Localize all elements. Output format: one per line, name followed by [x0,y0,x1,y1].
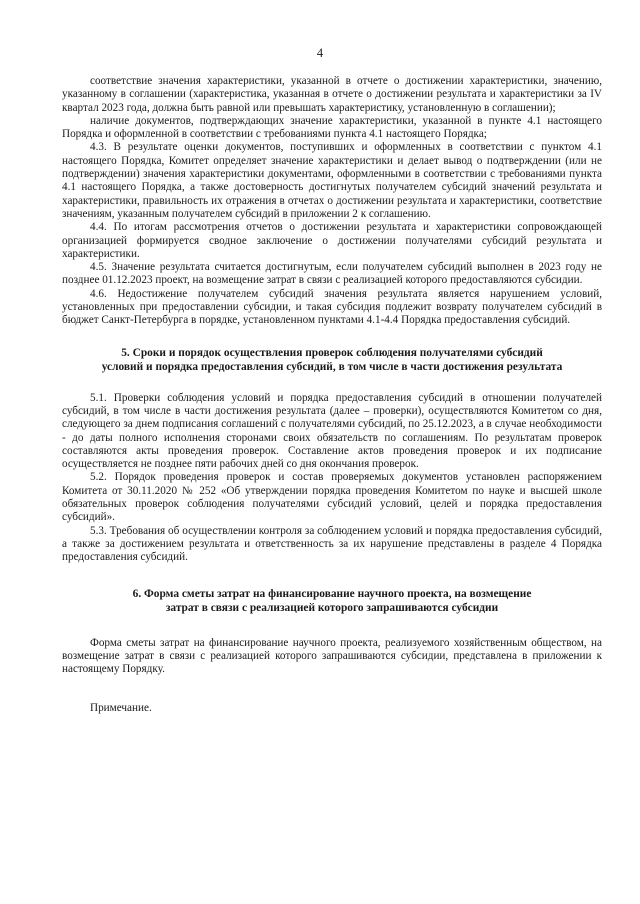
paragraph-4-5: 4.5. Значение результата считается достигнутым, если получателем субсидий выполнен в 2023 году не позднее 01.12.2023 проект, на возмещение затрат в связи с реализацией которого предоставляются субсидии. [62,261,602,287]
section-6-heading-line1: 6. Форма сметы затрат на финансирование научного проекта, на возмещение [132,587,532,600]
paragraph-5-1: 5.1. Проверки соблюдения условий и порядка предоставления субсидий в отношении получателей субсидий, в том числе в части достижения результата (далее – проверки), осуществляются Комитетом со дня, следующего за днем подписания соглашений с получателями субсидий, по 25.12.2023, а в случае необходимости - до даты полного исполнения сторонами своих обязательств по соглашениям. По результатам проверок составляются акты проведения проверок. Составление актов проведения проверок и их подписание осуществляется не позднее пяти рабочих дней со дня окончания проверок. [62,391,602,471]
section-6-heading-line2: затрат в связи с реализацией которого запрашиваются субсидии [165,601,499,614]
paragraph-4-3: 4.3. В результате оценки документов, поступивших и оформленных в соответствии с пунктом 4.1 настоящего Порядка, Комитет определяет значение характеристики и делает вывод о подтверждении (или не подтверждении) значения характеристики документами, оформленными в соответствии с требованиями пункта 4.1 настоящего Порядка, а также достоверность достигнутых получателем субсидий значений результата и характеристики, правильность их отражения в отчетах о достижении результата и характеристики, соответствие значениям, указанным получателем субсидий в приложении 2 к соглашению. [62,141,602,220]
document-body [62,75,602,716]
paragraph-4-4: 4.4. По итогам рассмотрения отчетов о достижении результата и характеристики сопровождающей организацией формируется сводное заключение о достижении получателями субсидий результата и характеристики. [62,221,602,260]
page-number: 4 [316,46,324,60]
paragraph: наличие документов, подтверждающих значение характеристики, указанной в пункте 4.1 настоящего Порядка и оформленной в соответствии с требованиями пункта 4.1 настоящего Порядка; [62,114,602,141]
paragraph: соответствие значения характеристики, указанной в отчете о достижении характеристики, значению, указанному в соглашении (характеристика, указанная в отчете о достижении результата и характеристики за IV квартал 2023 года, должна быть равной или превышать характеристику, установленную в соглашении); [62,75,602,114]
paragraph-6: Форма сметы затрат на финансирование научного проекта, реализуемого хозяйственным обществом, на возмещение затрат в связи с реализацией которого запрашиваются субсидии, представлена в приложении к настоящему Порядку. [62,636,602,676]
section-5-heading [62,346,602,374]
paragraph-4-6: 4.6. Недостижение получателем субсидий значения результата является нарушением условий, установленных при предоставлении субсидии, и такая субсидия подлежит возврату получателем субсидий в бюджет Санкт-Петербурга в порядке, установленном пунктами 4.1-4.4 Порядка предоставления субсидий. [62,287,602,327]
section-5-heading-line2: условий и порядка предоставления субсидий, в том числе в части достижения результата [101,360,563,373]
note-label: Примечание. [90,702,152,715]
paragraph-5-3: 5.3. Требования об осуществлении контроля за соблюдением условий и порядка предоставления субсидий, а также за достижением результата и ответственность за их нарушение представлены в разделе 4 Порядка предоставления субсидий. [62,524,602,564]
section-6-heading [62,587,602,615]
paragraph-5-2: 5.2. Порядок проведения проверок и состав проверяемых документов установлен распоряжением Комитета от 30.11.2020 № 252 «Об утверждении порядка проведения Комитетом по науке и высшей школе обязательных проверок соблюдения получателями субсидий условий, целей и порядка предоставления субсидий». [62,471,602,524]
section-5-heading-line1: 5. Сроки и порядок осуществления проверок соблюдения получателями субсидий [121,346,543,359]
